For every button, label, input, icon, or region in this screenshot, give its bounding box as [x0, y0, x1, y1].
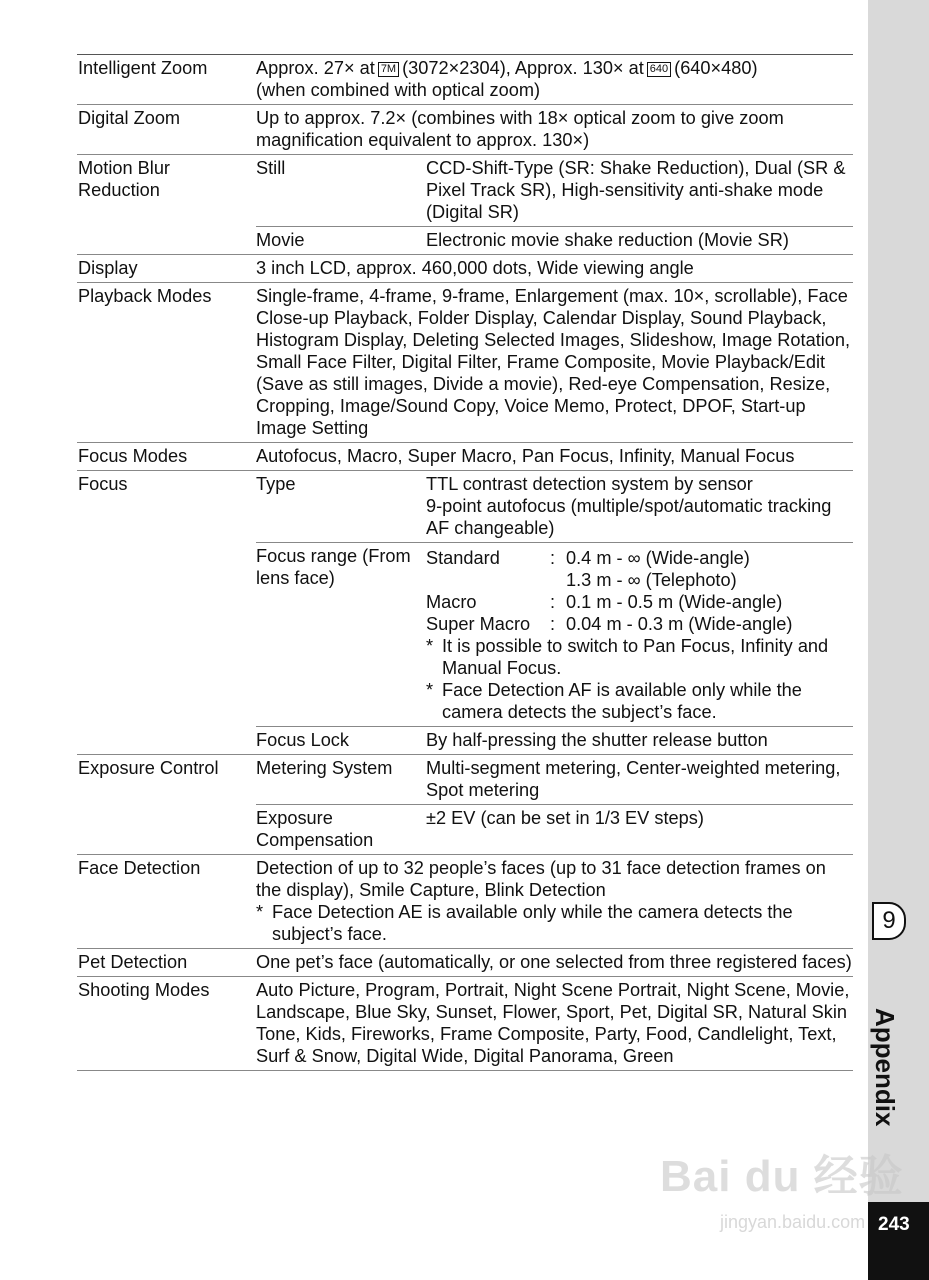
spec-label: Motion Blur Reduction [78, 158, 170, 200]
footnote: * Face Detection AE is available only while the camera detects the subject’s face. [256, 902, 793, 944]
spec-value: Single-frame, 4-frame, 9-frame, Enlargement (max. 10×, scrollable), Face Close-up Playback, Folder Display, Calendar Display, Sound Playback, Histogram Display, Deleting Selected Images, Slideshow, Image Rotation, Small Face Filter, Digital Filter, Frame Composite, Movie Playback/Edit (Save as still images, Divide a movie), Red-eye Compensation, Resize, Cropping, Image/Sound Copy, Voice Memo, Protect, DPOF, Start-up Image Setting [256, 286, 851, 438]
sub-value: By half-pressing the shutter release button [426, 730, 768, 750]
sub-value: Multi-segment metering, Center-weighted metering, Spot metering [426, 758, 841, 800]
spec-table [77, 54, 853, 1071]
sub-row-focus-range: Focus range (From lens face) Standard : 0.4 m - ∞ (Wide-angle) 1.3 m - ∞ (Telephoto) Macro : 0.1 m - 0.5 m (Wide-angle) Super Macro : 0.04 m - 0.3 m (Wide-angle) * It is possible to switch to Pan Focus, Infinity and Manual Focus. * Face Detection AF is available only while the camera detects the subject’s face. [256, 542, 853, 726]
spec-row-digital-zoom [77, 105, 853, 155]
chapter-number-tab: 9 [872, 902, 906, 940]
spec-row-playback-modes [77, 283, 853, 443]
spec-label: Exposure Control [78, 758, 219, 778]
spec-label: Playback Modes [78, 286, 212, 306]
sub-row [256, 155, 853, 226]
watermark-url: jingyan.baidu.com [720, 1212, 866, 1232]
sub-value: Electronic movie shake reduction (Movie SR) [426, 230, 789, 250]
sub-value: ±2 EV (can be set in 1/3 EV steps) [426, 808, 704, 828]
sub-row-type: Type TTL contrast detection system by sensor 9-point autofocus (multiple/spot/automatic tracking AF changeable) [256, 471, 853, 542]
spec-label: Focus Modes [78, 446, 188, 466]
spec-label: Focus [78, 474, 128, 494]
spec-row-shooting-modes [77, 977, 853, 1071]
footnote: * Face Detection AF is available only while the camera detects the subject’s face. [426, 680, 802, 722]
spec-value: Detection of up to 32 people’s faces (up to 31 face detection frames on the display), Smile Capture, Blink Detection [256, 858, 826, 900]
sub-row [256, 804, 853, 854]
spec-value: Auto Picture, Program, Portrait, Night Scene Portrait, Night Scene, Movie, Landscape, Blue Sky, Sunset, Flower, Sport, Pet, Digital SR, Natural Skin Tone, Kids, Fireworks, Frame Composite, Party, Food, Candlelight, Text, Surf & Snow, Digital Wide, Digital Panorama, Green [256, 980, 850, 1066]
sub-row [256, 755, 853, 804]
resolution-7m-icon: 7M [378, 62, 399, 77]
sub-label: Focus Lock [256, 730, 349, 750]
sub-label: Type [256, 474, 296, 494]
spec-label: Pet Detection [78, 952, 188, 972]
spec-value: Approx. 27× at 7M (3072×2304), Approx. 130× at 640 (640×480) (when combined with optical zoom) [256, 58, 758, 100]
sub-value: CCD-Shift-Type (SR: Shake Reduction), Dual (SR & Pixel Track SR), High-sensitivity anti-shake mode (Digital SR) [426, 158, 846, 222]
spec-label: Shooting Modes [78, 980, 210, 1000]
sub-label: Still [256, 158, 286, 178]
spec-row-intelligent-zoom [77, 55, 853, 105]
spec-label: Face Detection [78, 858, 201, 878]
sub-label: Exposure Compensation [256, 808, 374, 850]
watermark-logo: Bai du 经验 [660, 1152, 904, 1201]
spec-row-pet-detection [77, 949, 853, 977]
spec-row-display [77, 255, 853, 283]
spec-label: Intelligent Zoom [78, 58, 208, 78]
sub-label: Focus range (From lens face) [256, 546, 411, 588]
spec-label: Display [78, 258, 138, 278]
chapter-title: Appendix [870, 1008, 900, 1127]
spec-row-exposure-control [77, 755, 853, 855]
spec-value: Autofocus, Macro, Super Macro, Pan Focus, Infinity, Manual Focus [256, 446, 795, 466]
spec-value: Up to approx. 7.2× (combines with 18× optical zoom to give zoom magnification equivalent to approx. 130×) [256, 108, 784, 150]
spec-row-motion-blur [77, 155, 853, 255]
spec-row-focus [77, 471, 853, 755]
footnote: * It is possible to switch to Pan Focus, Infinity and Manual Focus. [426, 636, 829, 678]
sub-label: Metering System [256, 758, 393, 778]
spec-value: 3 inch LCD, approx. 460,000 dots, Wide viewing angle [256, 258, 694, 278]
resolution-640-icon: 640 [647, 62, 671, 77]
spec-value: One pet’s face (automatically, or one selected from three registered faces) [256, 952, 852, 972]
spec-label: Digital Zoom [78, 108, 181, 128]
spec-row-face-detection [77, 855, 853, 949]
spec-row-focus-modes [77, 443, 853, 471]
page-number-box [868, 1202, 929, 1280]
sub-row-focus-lock [256, 726, 853, 754]
sub-label: Movie [256, 230, 305, 250]
page-number: 243 [878, 1214, 910, 1235]
sub-row [256, 226, 853, 254]
